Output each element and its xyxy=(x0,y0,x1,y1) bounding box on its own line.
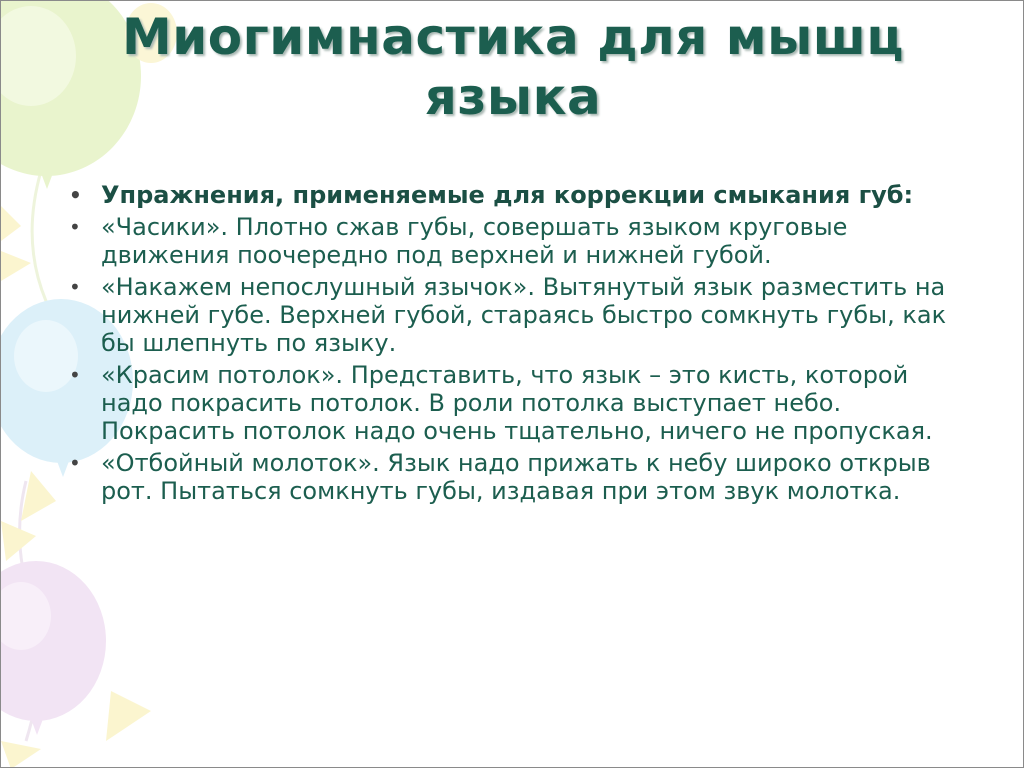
slide-title-line-2: языка xyxy=(424,68,602,126)
bullet-item-krasim xyxy=(69,361,959,445)
bullet-text: «Отбойный молоток». Язык надо прижать к небу широко открыв рот. Пытаться сомкнуть губы, издавая при этом звук молотка. xyxy=(101,449,931,505)
bullet-text: «Красим потолок». Представить, что язык – это кисть, которой надо покрасить потолок. В роли потолка выступает небо. Покрасить потолок надо очень тщательно, ничего не пропуская. xyxy=(101,361,933,445)
bullet-item-heading xyxy=(69,181,959,209)
slide-title xyxy=(41,7,985,127)
bullet-icon: • xyxy=(69,183,82,207)
bullet-icon: • xyxy=(69,275,81,299)
slide-title-line-1: Миогимнастика для мышц xyxy=(122,8,904,66)
bullet-icon: • xyxy=(69,451,81,475)
bullet-text: «Часики». Плотно сжав губы, совершать языком круговые движения поочередно под верхней и нижней губой. xyxy=(101,213,848,269)
bullet-item-otboyny xyxy=(69,449,959,505)
bullet-list xyxy=(69,181,959,509)
bullet-icon: • xyxy=(69,363,81,387)
bullet-icon: • xyxy=(69,215,81,239)
bullet-item-nakazhem xyxy=(69,273,959,357)
bullet-item-chasiki xyxy=(69,213,959,269)
bullet-text: «Накажем непослушный язычок». Вытянутый язык разместить на нижней губе. Верхней губой, стараясь быстро сомкнуть губы, как бы шлепнуть по языку. xyxy=(101,273,947,357)
bullet-text: Упражнения, применяемые для коррекции смыкания губ: xyxy=(101,181,914,209)
